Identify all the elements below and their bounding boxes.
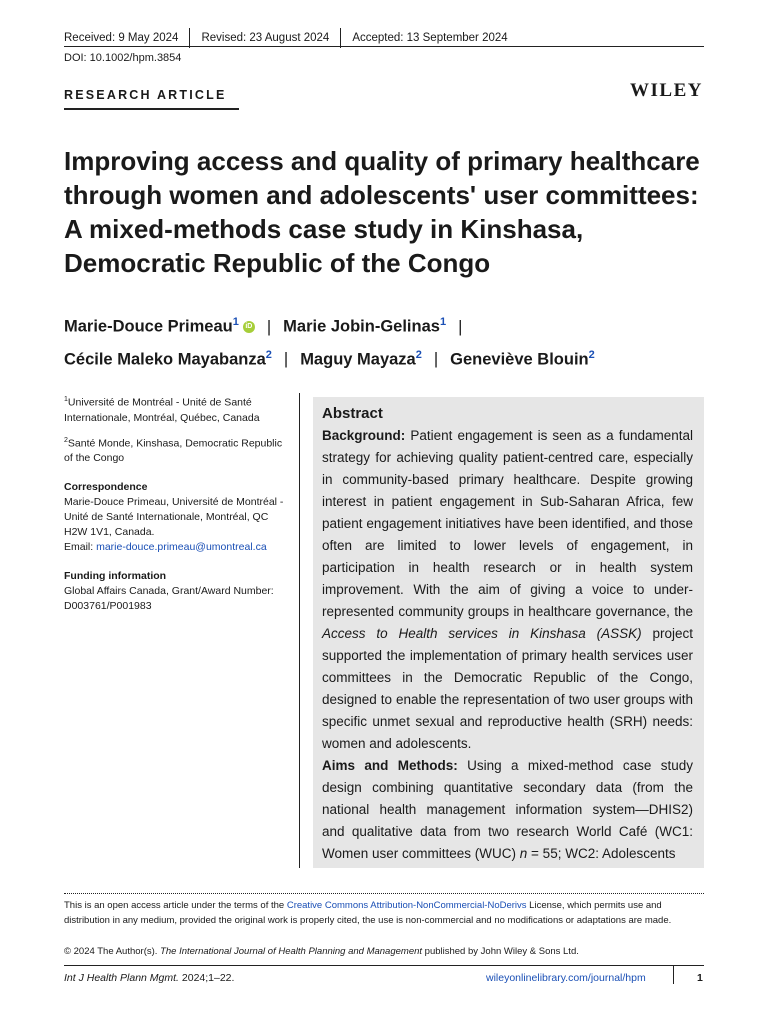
affiliation-number: 2: [64, 436, 68, 444]
copyright-publisher: published by John Wiley & Sons Ltd.: [422, 946, 579, 957]
affiliation-marker[interactable]: 2: [588, 348, 595, 361]
author-separator: |: [283, 350, 289, 368]
revised-date: Revised: 23 August 2024: [201, 32, 330, 44]
project-name: Access to Health services in Kinshasa (ASSK): [322, 626, 642, 641]
paper-title: Improving access and quality of primary healthcare through women and adolescents' user committees: A mixed-methods case study in Kinshasa, Democratic Republic of the Congo: [64, 146, 700, 278]
date-divider: [189, 28, 190, 48]
abstract-aims: [322, 755, 693, 865]
n-symbol: n: [519, 846, 528, 861]
aims-text: = 55; WC2: Adolescents: [527, 846, 676, 861]
journal-citation: [64, 972, 234, 984]
copyright: [64, 946, 704, 957]
accepted-date: Accepted: 13 September 2024: [352, 32, 508, 44]
article-type-underline: [64, 108, 239, 110]
citation-volume: 2024;1–22.: [178, 972, 235, 984]
correspondence-heading: Correspondence: [64, 481, 148, 493]
license-text: [64, 898, 704, 928]
aims-label: Aims and Methods:: [322, 758, 458, 773]
funding-text: Global Affairs Canada, Grant/Award Number: D003761/P001983: [64, 585, 274, 612]
correspondence-text: [64, 495, 290, 555]
received-date: Received: 9 May 2024: [64, 32, 179, 44]
license-link[interactable]: Creative Commons Attribution-NonCommercial-NoDerivs: [286, 900, 527, 911]
affiliation-text: Université de Montréal - Unité de Santé Internationale, Montréal, Québec, Canada: [64, 396, 260, 424]
affiliation-marker[interactable]: 2: [265, 348, 272, 361]
author-separator: |: [266, 317, 272, 336]
affiliation-text: Santé Monde, Kinshasa, Democratic Republic of the Congo: [64, 437, 283, 464]
abstract-divider: [299, 393, 300, 868]
correspondence-address: Marie-Douce Primeau, Université de Montréal - Unité de Santé Internationale, Montréal, QC H2W 1V1, Canada.: [64, 496, 284, 538]
journal-name: The International Journal of Health Planning and Management: [160, 946, 423, 957]
background-text: project supported the implementation of primary health services user committees in the Democratic Republic of the Congo, designed to enable the representation of two user groups with specific unmet sexual and reproductive health (SRH) needs: women and adolescents.: [322, 626, 693, 751]
footer-dotted-rule: [64, 893, 704, 894]
article-info-column: [64, 392, 290, 621]
doi: DOI: 10.1002/hpm.3854: [64, 52, 182, 64]
header-rule: [64, 46, 704, 47]
author-list: [64, 308, 724, 373]
journal-url[interactable]: wileyonlinelibrary.com/journal/hpm: [486, 972, 646, 984]
page-number: 1: [697, 972, 703, 984]
affiliation-1: [64, 392, 290, 426]
background-label: Background:: [322, 428, 406, 443]
abstract-background: [322, 425, 693, 755]
license-intro: This is an open access article under the terms of the: [64, 900, 287, 911]
author-separator: |: [458, 317, 463, 336]
date-divider: [340, 28, 341, 48]
author-separator: |: [433, 350, 439, 368]
affiliation-number: 1: [64, 396, 68, 403]
affiliation-marker[interactable]: 1: [232, 316, 239, 328]
author-name[interactable]: Geneviève Blouin: [450, 350, 589, 368]
funding-heading: Funding information: [64, 570, 167, 582]
author-name[interactable]: Marie Jobin-Gelinas: [283, 317, 440, 336]
journal-abbrev: Int J Health Plann Mgmt.: [64, 972, 179, 984]
orcid-icon[interactable]: iD: [243, 321, 255, 333]
email-link[interactable]: marie-douce.primeau@umontreal.ca: [96, 541, 267, 553]
affiliation-marker[interactable]: 1: [439, 316, 447, 328]
affiliation-2: [64, 433, 290, 467]
footer-rule: [64, 965, 704, 966]
email-label: Email:: [64, 541, 97, 553]
abstract-box: [313, 397, 704, 868]
background-text: Patient engagement is seen as a fundamental strategy for achieving quality patient-centred care, especially in community-based primary healthcare. Despite growing interest in patient engagement in Sub-Saharan Africa, few patient engagement initiatives have been identified, and those often are limited to lower levels of engagement, in participation in health research or in health system improvement. With the aim of giving a voice to under-represented community groups in healthcare governance, the: [322, 428, 693, 619]
abstract-heading: Abstract: [322, 405, 383, 422]
author-name[interactable]: Maguy Mayaza: [300, 350, 416, 368]
author-name[interactable]: Marie-Douce Primeau: [64, 317, 233, 336]
publisher-logo: WILEY: [630, 80, 703, 101]
page-number-divider: [673, 966, 674, 984]
article-type: RESEARCH ARTICLE: [64, 88, 227, 102]
affiliation-marker[interactable]: 2: [415, 348, 422, 361]
aims-text: Using a mixed-method case study design combining quantitative secondary data (from the national health management information system—DHIS2) and qualitative data from two research World Café (WC1: Women user committees (WUC): [322, 758, 693, 861]
copyright-prefix: © 2024 The Author(s).: [64, 946, 161, 957]
license-terms: License, which permits use and distribution in any medium, provided the original work is properly cited, the use is non-commercial and no modifications or adaptations are made.: [64, 900, 672, 926]
author-name[interactable]: Cécile Maleko Mayabanza: [64, 350, 266, 368]
article-dates: [64, 28, 508, 48]
